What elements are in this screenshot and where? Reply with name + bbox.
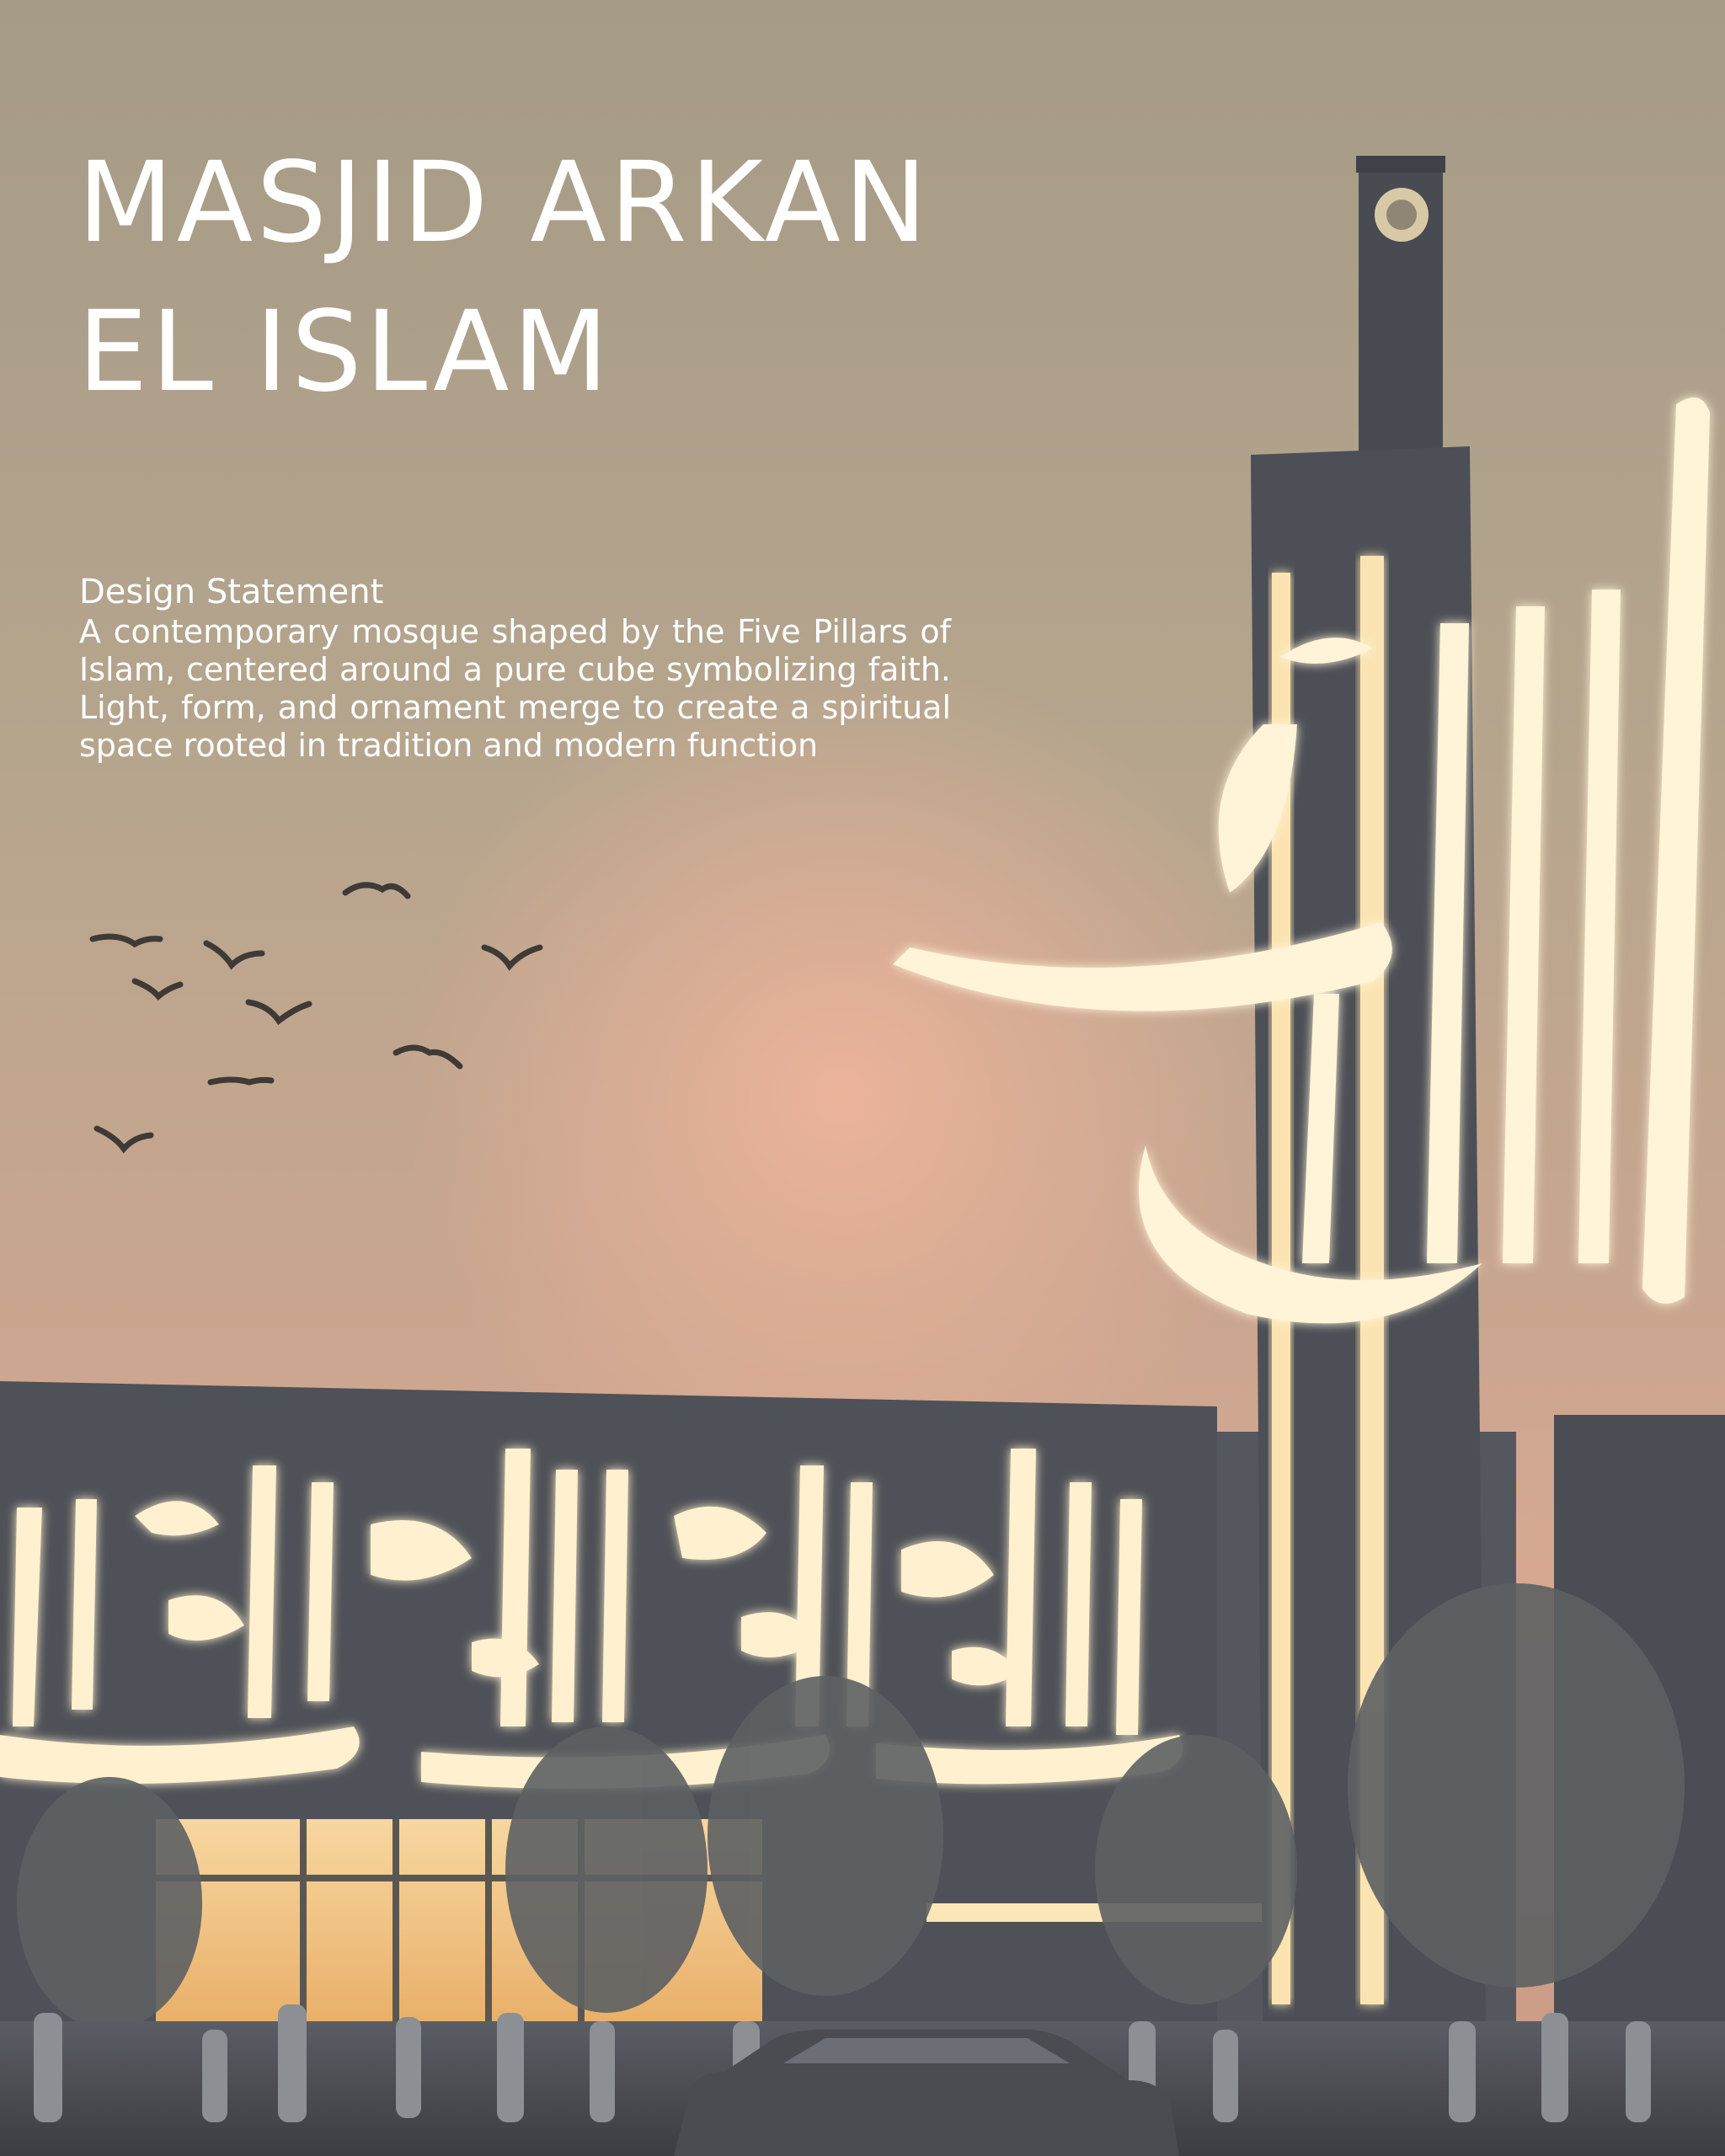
design-statement-body: A contemporary mosque shaped by the Five Pillars of Islam, centered around a pure cube symbolizing faith. Light, form, and ornament merge to create a spiritual space rooted in tradition and modern function [79, 613, 951, 764]
bird [211, 1080, 271, 1082]
title-line-1: MASJID ARKAN [77, 138, 931, 268]
title-line-2: EL ISLAM [77, 287, 612, 417]
design-statement-heading: Design Statement [79, 573, 384, 611]
